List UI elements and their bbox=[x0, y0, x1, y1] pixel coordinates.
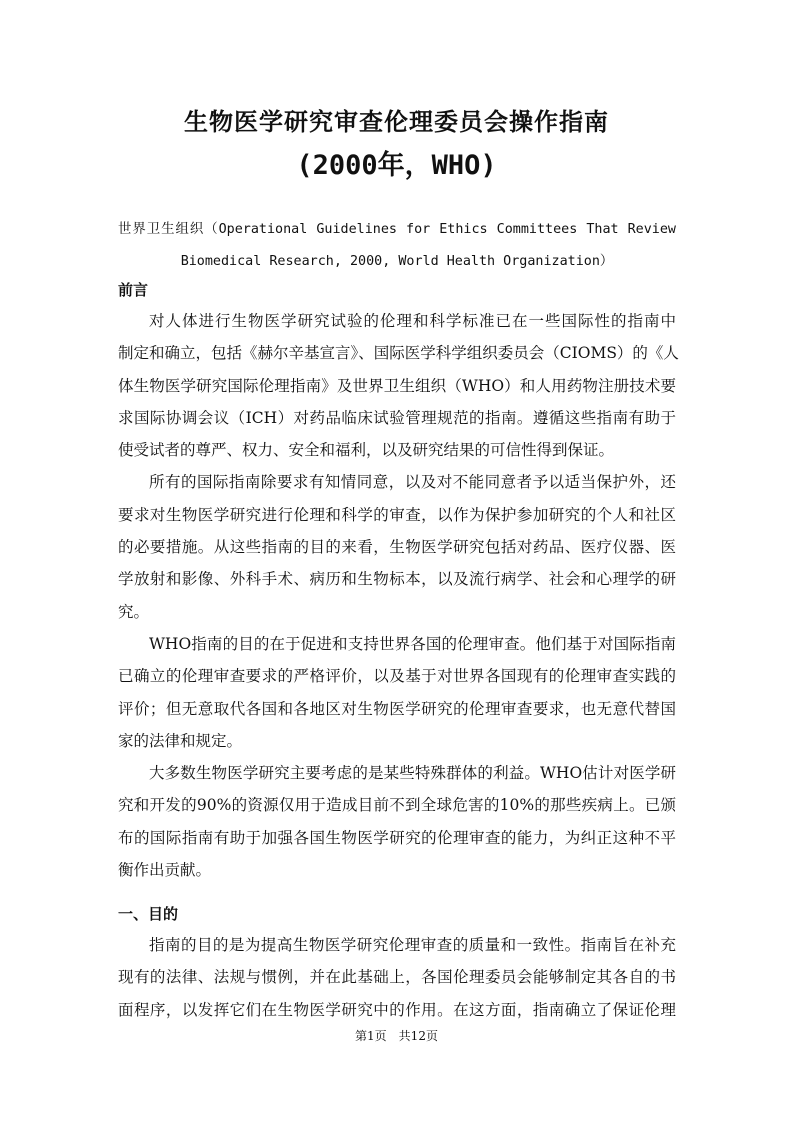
paragraph-line: 布的国际指南有助于加强各国生物医学研究的伦理审查的能力，为纠正这种不平 bbox=[118, 828, 676, 847]
paragraph-line: 究。 bbox=[118, 602, 150, 621]
paragraph-line: 现有的法律、法规与惯例，并在此基础上，各国伦理委员会能够制定其各自的书 bbox=[118, 968, 676, 987]
paragraph-line: 使受试者的尊严、权力、安全和福利，以及研究结果的可信性得到保证。 bbox=[118, 441, 615, 460]
paragraph-line: 体生物医学研究国际伦理指南》及世界卫生组织（WHO）和人用药物注册技术要 bbox=[118, 376, 676, 395]
paragraph-line: 对人体进行生物医学研究试验的伦理和科学标准已在一些国际性的指南中 bbox=[149, 312, 676, 330]
section-1-heading: 一、目的 bbox=[118, 905, 179, 923]
paragraph-line: 所有的国际指南除要求有知情同意，以及对不能同意者予以适当保护外，还 bbox=[149, 473, 676, 492]
paragraph-line: 大多数生物医学研究主要考虑的是某些特殊群体的利益。WHO估计对医学研 bbox=[149, 764, 676, 783]
paragraph-line: 衡作出贡献。 bbox=[118, 861, 212, 880]
page-footer: 第1页 共12页 bbox=[355, 1029, 438, 1043]
paragraph-line: 面程序，以发挥它们在生物医学研究中的作用。在这方面，指南确立了保证伦理 bbox=[118, 1000, 676, 1019]
paragraph-line: 求国际协调会议（ICH）对药品临床试验管理规范的指南。遵循这些指南有助于 bbox=[118, 408, 676, 427]
paragraph-line: 要求对生物医学研究进行伦理和科学的审查，以作为保护参加研究的个人和社区 bbox=[118, 505, 676, 524]
paragraph-line: 家的法律和规定。 bbox=[118, 731, 243, 750]
section-1-body bbox=[118, 929, 676, 1026]
paragraph-line: 究和开发的90%的资源仅用于造成目前不到全球危害的10%的那些疾病上。已颁 bbox=[118, 796, 676, 815]
preface-body bbox=[118, 305, 679, 886]
document-title: 生物医学研究审查伦理委员会操作指南 bbox=[184, 108, 609, 136]
source-line-1: 世界卫生组织（Operational Guidelines for Ethics Committees That Review bbox=[118, 222, 676, 237]
document-subtitle: (2000年，WHO) bbox=[296, 150, 497, 181]
source-line-2: Biomedical Research, 2000, World Health Organization） bbox=[180, 254, 614, 269]
paragraph-line: 评价；但无意取代各国和各地区对生物医学研究的伦理审查要求，也无意代替国 bbox=[118, 699, 676, 718]
paragraph-line: 学放射和影像、外科手术、病历和生物标本，以及流行病学、社会和心理学的研 bbox=[118, 570, 676, 589]
paragraph-line: 制定和确立，包括《赫尔辛基宣言》、国际医学科学组织委员会（CIOMS）的《人 bbox=[118, 344, 679, 363]
paragraph-line: 的必要措施。从这些指南的目的来看，生物医学研究包括对药品、医疗仪器、医 bbox=[118, 538, 676, 557]
paragraph-line: 已确立的伦理审查要求的严格评价，以及基于对世界各国现有的伦理审查实践的 bbox=[118, 667, 676, 686]
paragraph-line: WHO指南的目的在于促进和支持世界各国的伦理审查。他们基于对国际指南 bbox=[149, 634, 676, 653]
preface-heading: 前言 bbox=[118, 281, 149, 299]
paragraph-line: 指南的目的是为提高生物医学研究伦理审查的质量和一致性。指南旨在补充 bbox=[149, 936, 676, 954]
